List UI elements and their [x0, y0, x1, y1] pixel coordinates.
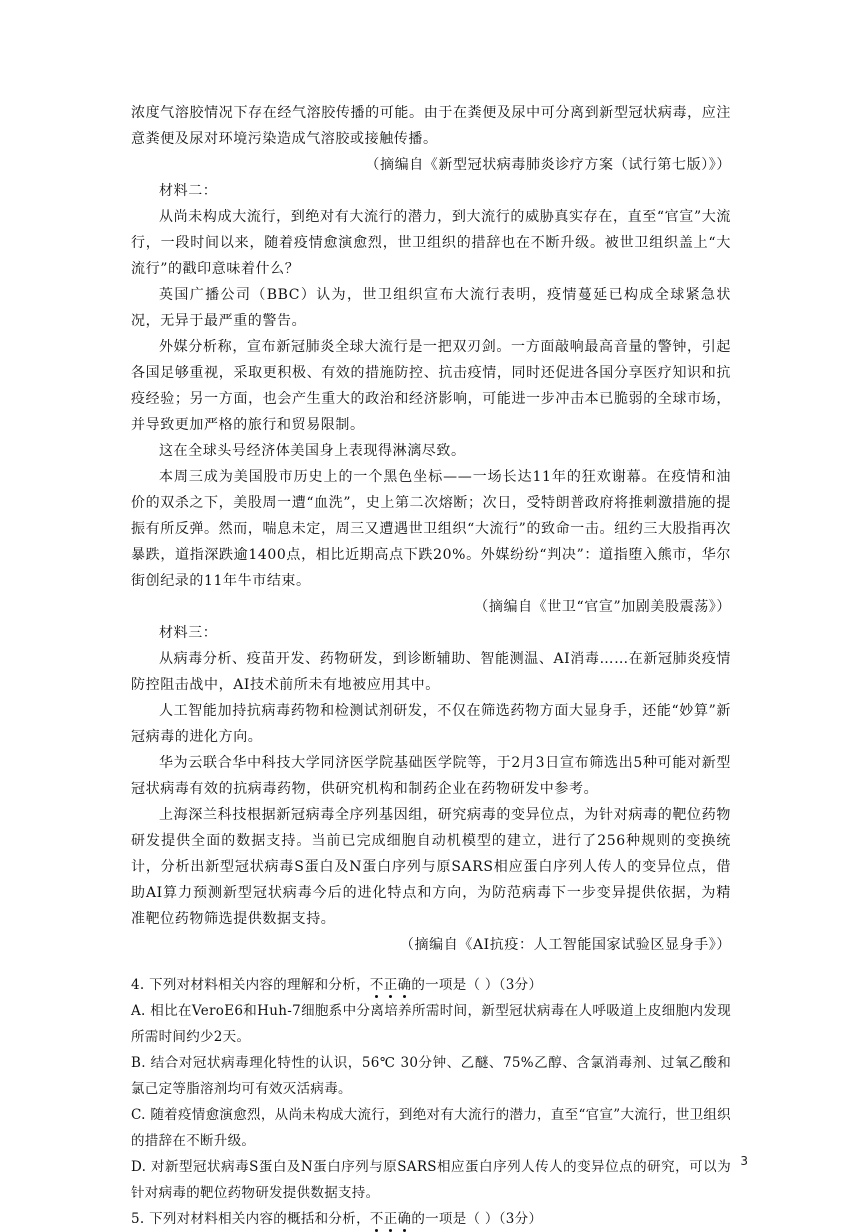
page-number: 3	[740, 1154, 748, 1168]
material3-source: （摘编自《AI抗疫：人工智能国家试验区显身手》）	[399, 937, 731, 953]
material3-paragraph: 华为云联合华中科技大学同济医学院基础医学院等，于2月3日宣布筛选出5种可能对新型冠状病毒有效的抗病毒药物，供研究机构和制药企业在药物研发中参考。	[131, 755, 731, 797]
question-4-option-d: D. 对新型冠状病毒S蛋白及N蛋白序列与原SARS相应蛋白序列人传人的变异位点的研究，可以为针对病毒的靶位药物研发提供数据支持。	[131, 1159, 731, 1201]
emphasis-char: 正	[383, 977, 398, 993]
material3-paragraph: 从病毒分析、疫苗开发、药物研发，到诊断辅助、智能测温、AI消毒……在新冠肺炎疫情防控阻击战中，AI技术前所未有地被应用其中。	[131, 651, 731, 693]
material2-source: （摘编自《世卫“官宣”加剧美股震荡》）	[474, 599, 731, 615]
material3-heading: 材料三：	[159, 625, 218, 641]
emphasis-char: 不	[369, 977, 384, 993]
page-content	[131, 100, 731, 1232]
question-5-stem-lead: 5. 下列对材料相关内容的概括和分析，	[131, 1211, 370, 1227]
question-4-option-c: C. 随着疫情愈演愈烈，从尚未构成大流行，到绝对有大流行的潜力，直至“官宣”大流行，世卫组织的措辞在不断升级。	[131, 1107, 731, 1149]
question-4-stem	[131, 972, 731, 998]
material1-source: （摘编自《新型冠状病毒肺炎诊疗方案（试行第七版）》）	[365, 157, 731, 173]
emphasis-char: 确	[397, 977, 412, 993]
emphasis-char: 确	[397, 1211, 412, 1227]
question-4-option-a: A. 相比在VeroE6和Huh-7细胞系中分离培养所需时间，新型冠状病毒在人呼吸道上皮细胞内发现所需时间约少2天。	[131, 1003, 731, 1045]
question-5-stem	[131, 1206, 731, 1232]
material2-paragraph: 从尚未构成大流行，到绝对有大流行的潜力，到大流行的威胁真实存在，直至“官宣”大流行，一段时间以来，随着疫情愈演愈烈，世卫组织的措辞也在不断升级。被世卫组织盖上“大流行”的戳印意味着什么？	[131, 209, 731, 277]
emphasis-char: 正	[383, 1211, 398, 1227]
section-gap	[131, 958, 731, 972]
material2-paragraph: 英国广播公司（BBC）认为，世卫组织宣布大流行表明，疫情蔓延已构成全球紧急状况，无异于最严重的警告。	[131, 287, 731, 329]
material2-paragraph: 外媒分析称，宣布新冠肺炎全球大流行是一把双刃剑。一方面敲响最高音量的警钟，引起各国足够重视，采取更积极、有效的措施防控、抗击疫情，同时还促进各国分享医疗知识和抗疫经验；另一方面，也会产生重大的政治和经济影响，可能进一步冲击本已脆弱的全球市场，并导致更加严格的旅行和贸易限制。	[131, 339, 731, 433]
material1-paragraph: 浓度气溶胶情况下存在经气溶胶传播的可能。由于在粪便及尿中可分离到新型冠状病毒，应注意粪便及尿对环境污染造成气溶胶或接触传播。	[131, 105, 731, 147]
question-4-stem-tail: 的一项是（ ）（3分）	[411, 977, 543, 993]
question-4-option-b: B. 结合对冠状病毒理化特性的认识，56℃ 30分钟、乙醚、75%乙醇、含氯消毒剂、过氧乙酸和氯己定等脂溶剂均可有效灭活病毒。	[131, 1055, 731, 1097]
material3-paragraph: 人工智能加持抗病毒药物和检测试剂研发，不仅在筛选药物方面大显身手，还能“妙算”新冠病毒的进化方向。	[131, 703, 731, 745]
material2-paragraph: 这在全球头号经济体美国身上表现得淋漓尽致。	[159, 443, 466, 459]
material2-heading: 材料二：	[159, 183, 218, 199]
question-5-stem-tail: 的一项是（ ）（3分）	[411, 1211, 543, 1227]
material2-paragraph: 本周三成为美国股市历史上的一个黑色坐标——一场长达11年的狂欢谢幕。在疫情和油价的双杀之下，美股周一遭“血洗”，史上第二次熔断；次日，受特朗普政府将推刺激措施的提振有所反弹。然而，喘息未定，周三又遭遇世卫组织“大流行”的致命一击。纽约三大股指再次暴跌，道指深跌逾1400点，相比近期高点下跌20%。外媒纷纷“判决”：道指堕入熊市，华尔街创纪录的11年牛市结束。	[131, 469, 731, 589]
question-4-stem-lead: 4. 下列对材料相关内容的理解和分析，	[131, 977, 370, 993]
material3-paragraph: 上海深兰科技根据新冠病毒全序列基因组，研究病毒的变异位点，为针对病毒的靶位药物研发提供全面的数据支持。当前已完成细胞自动机模型的建立，进行了256种规则的变换统计，分析出新型冠状病毒S蛋白及N蛋白序列与原SARS相应蛋白序列人传人的变异位点，借助AI算力预测新型冠状病毒今后的进化特点和方向，为防范病毒下一步变异提供依据，为精准靶位药物筛选提供数据支持。	[131, 807, 731, 927]
emphasis-char: 不	[369, 1211, 384, 1227]
